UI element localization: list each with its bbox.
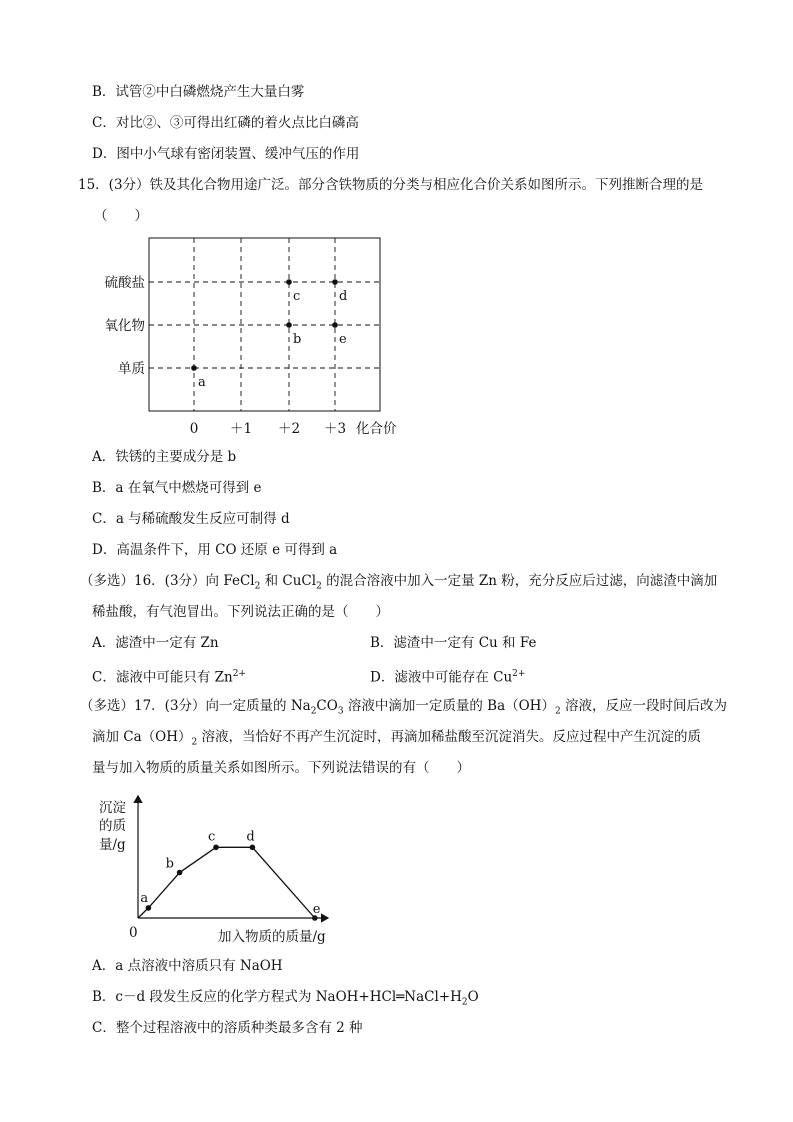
q17-point-label-e: e xyxy=(312,902,321,917)
q17-point-label-a: a xyxy=(140,890,149,906)
q15-point-d xyxy=(332,279,338,285)
q15-point-label-c: c xyxy=(293,289,301,304)
q17-y-label-1: 沉淀 xyxy=(99,800,126,816)
q17-origin-label: 0 xyxy=(129,925,138,941)
q15-y-tick-label: 单质 xyxy=(118,361,145,377)
q17-stem-line3: 量与加入物质的质量关系如图所示。下列说法错误的有（ ） xyxy=(92,760,470,776)
q15-option-c: C．a 与稀硫酸发生反应可制得 d xyxy=(92,511,290,527)
q17-point-c xyxy=(213,845,219,851)
q15-chart xyxy=(90,232,420,442)
q17-option-a: A．a 点溶液中溶质只有 NaOH xyxy=(92,958,283,974)
q17-point-b xyxy=(177,870,183,876)
q15-x-tick-label: ＋2 xyxy=(277,421,301,437)
q15-point-a xyxy=(191,365,197,371)
q15-point-label-b: b xyxy=(293,332,302,347)
q15-option-a: A．铁锈的主要成分是 b xyxy=(92,449,237,465)
q15-x-axis-label: 化合价 xyxy=(356,421,397,437)
q15-y-tick-label: 硫酸盐 xyxy=(104,275,145,291)
q15-point-c xyxy=(286,279,292,285)
q16-option-c: C．滤液中可能只有 $Zn^{2+}$ xyxy=(92,669,246,686)
q16-stem-line1: （多选）16．(3分）向 FeCl$_2$ 和 CuCl$_2$ 的混合溶液中加入一定量 Zn 粉，充分反应后过滤，向滤渣中滴加 xyxy=(80,573,718,592)
q16-option-b: B．滤渣中一定有 Cu 和 Fe xyxy=(370,635,537,651)
q17-y-label-2: 的质 xyxy=(99,818,126,834)
q15-x-tick-label: 0 xyxy=(189,421,199,437)
q15-x-tick-label: ＋3 xyxy=(323,421,347,437)
q16-stem-line2: 稀盐酸，有气泡冒出。下列说法正确的是（ ） xyxy=(92,604,389,620)
q15-point-b xyxy=(286,322,292,328)
q17-point-label-b: b xyxy=(165,856,174,872)
q15-answer-bracket: （ ） xyxy=(94,208,148,224)
q17-point-d xyxy=(250,845,256,851)
q15-plot-frame xyxy=(149,238,380,411)
q15-point-label-d: d xyxy=(339,289,348,304)
q15-point-e xyxy=(332,322,338,328)
q15-point-label-a: a xyxy=(198,375,206,390)
q14-option-c: C．对比②、③可得出红磷的着火点比白磷高 xyxy=(92,115,359,131)
q17-y-label-3: 量/g xyxy=(99,837,126,853)
q17-x-axis-label: 加入物质的质量/g xyxy=(218,929,326,945)
q15-option-b: B．a 在氧气中燃烧可得到 e xyxy=(92,480,262,496)
q17-stem-line1: （多选）17．(3分）向一定质量的 $Na_2CO_3$ 溶液中滴加一定质量的 $Ba(OH)_2$ 溶液，反应一段时间后改为 xyxy=(80,698,727,717)
q17-option-c: C．整个过程溶液中的溶质种类最多含有 2 种 xyxy=(92,1020,363,1036)
q17-option-b: B．c－d 段发生反应的化学方程式为 $NaOH+HCl═NaCl+H_2O$ xyxy=(92,989,479,1008)
q14-option-d: D．图中小气球有密闭装置、缓冲气压的作用 xyxy=(92,146,360,162)
q14-option-b: B．试管②中白磷燃烧产生大量白雾 xyxy=(92,84,305,100)
q15-y-tick-label: 氧化物 xyxy=(104,318,145,334)
q17-point-label-d: d xyxy=(246,829,255,845)
q17-point-label-c: c xyxy=(208,829,216,845)
q16-option-a: A．滤渣中一定有 Zn xyxy=(92,635,219,651)
q17-series-line xyxy=(138,847,315,918)
q15-option-d: D．高温条件下，用 CO 还原 e 可得到 a xyxy=(92,542,338,558)
q17-chart xyxy=(90,790,350,950)
q16-option-d: D．滤液中可能存在 $Cu^{2+}$ xyxy=(370,669,526,686)
q17-point-a xyxy=(146,905,152,911)
q15-point-label-e: e xyxy=(339,332,347,347)
q15-x-tick-label: ＋1 xyxy=(229,421,253,437)
q17-stem-line2: 滴加 $Ca(OH)_2$ 溶液，当恰好不再产生沉淀时，再滴加稀盐酸至沉淀消失。反应过程中产生沉淀的质 xyxy=(92,729,702,748)
q15-stem: 15．(3分）铁及其化合物用途广泛。部分含铁物质的分类与相应化合价关系如图所示。下列推断合理的是 xyxy=(78,177,704,193)
